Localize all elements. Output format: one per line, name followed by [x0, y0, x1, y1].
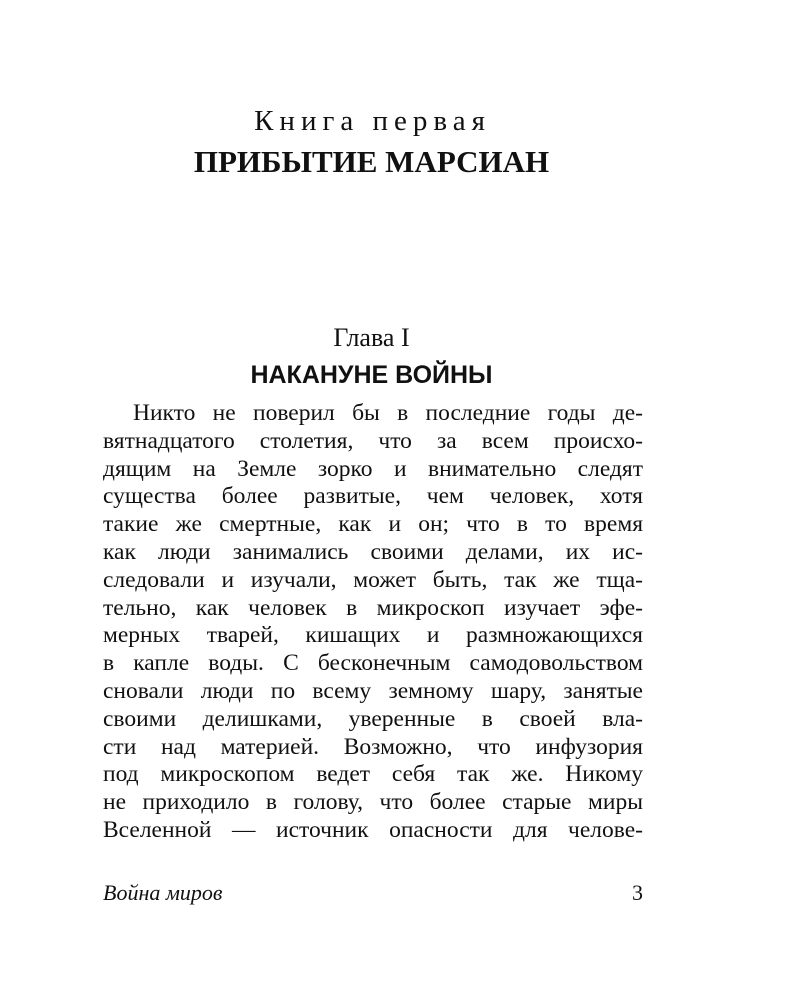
- chapter-label: Глава I: [333, 323, 410, 352]
- body-line: как люди занимались своими делами, их ис-: [103, 538, 643, 565]
- book-title: ПРИБЫТИЕ МАРСИАН: [193, 144, 550, 179]
- body-line: тельно, как человек в микроскоп изучает эфе-: [103, 594, 643, 621]
- body-line: Никто не поверил бы в последние годы де-: [133, 400, 643, 426]
- body-line: существа более развитые, чем человек, хотя: [103, 483, 643, 510]
- body-line: дящим на Земле зорко и внимательно следят: [103, 455, 643, 482]
- footer-running-title: Война миров: [103, 880, 223, 905]
- body-line: своими делишками, уверенные в своей вла-: [103, 705, 643, 732]
- book-label: Книга первая: [254, 105, 491, 137]
- chapter-title: НАКАНУНЕ ВОЙНЫ: [250, 361, 493, 389]
- body-line: под микроскопом ведет себя так же. Никому: [103, 761, 643, 788]
- body-line: мерных тварей, кишащих и размножающихся: [103, 622, 643, 649]
- body-line: следовали и изучали, может быть, так же тща-: [103, 566, 643, 593]
- body-line: в капле воды. С бесконечным самодовольством: [103, 650, 643, 677]
- body-line: сновали люди по всему земному шару, занятые: [103, 677, 643, 704]
- body-line: сти над материей. Возможно, что инфузория: [103, 733, 643, 760]
- body-line: вятнадцатого столетия, что за всем происхо-: [103, 427, 643, 454]
- body-line: не приходило в голову, что более старые миры: [103, 789, 643, 816]
- body-text: [103, 400, 643, 845]
- page-number: 3: [632, 880, 643, 905]
- body-line: такие же смертные, как и он; что в то время: [103, 511, 643, 538]
- body-line: Вселенной — источник опасности для челове-: [103, 816, 643, 843]
